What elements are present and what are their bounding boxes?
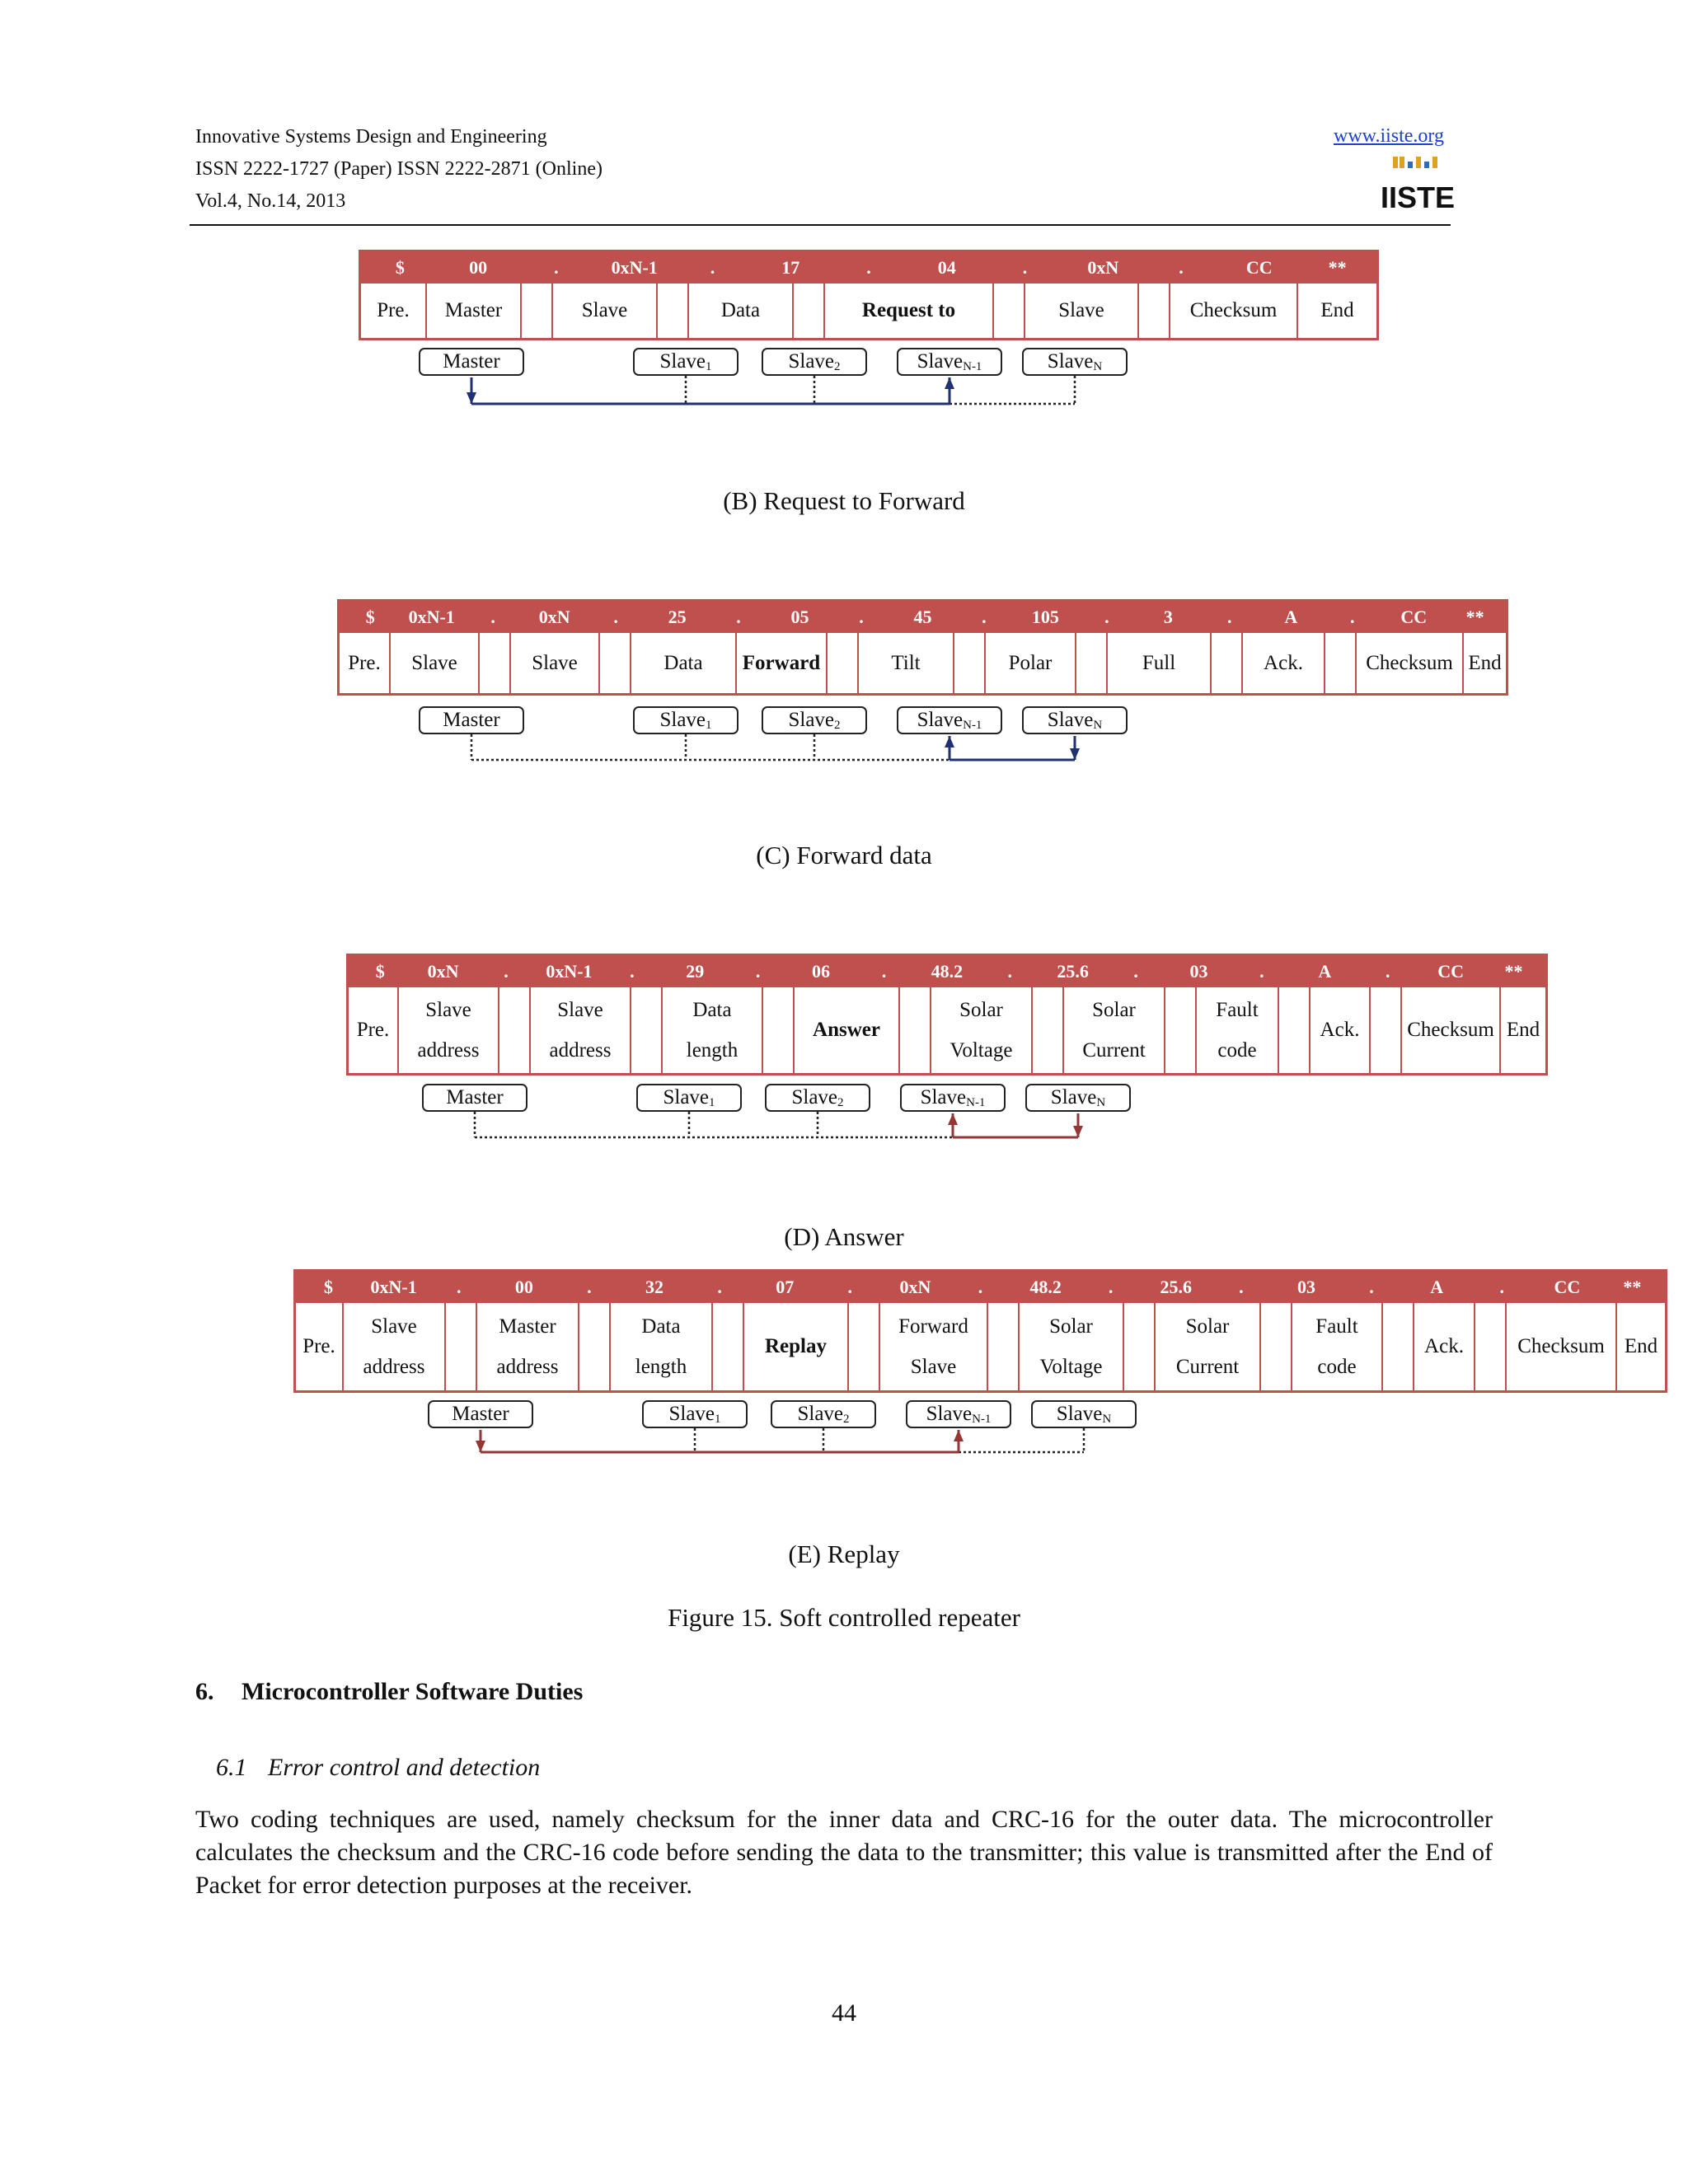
node-label: Master [443, 350, 500, 373]
node-subscript: 1 [709, 1096, 715, 1109]
packet-field-label: Tilt [891, 651, 921, 674]
packet-header-value: 0xN-1 [611, 257, 658, 278]
packet-field-label: Voltage [1039, 1356, 1103, 1378]
packet-header-value: . [554, 257, 559, 278]
node-subscript: N-1 [972, 1413, 992, 1426]
packet-header-value: . [587, 1277, 592, 1297]
packet-field-label: Pre. [356, 1019, 390, 1042]
node-subscript: 2 [834, 360, 841, 373]
packet-field-label: Checksum [1407, 1019, 1494, 1042]
packet-field-label: Master [499, 1315, 556, 1338]
packet-header-value: 25.6 [1057, 961, 1089, 982]
issn-line: ISSN 2222-1727 (Paper) ISSN 2222-2871 (Online) [195, 158, 603, 180]
packet-header-value: 06 [812, 961, 831, 982]
packet-header-value: . [881, 961, 887, 982]
packet-header-value: . [866, 257, 871, 278]
node-label: Slave [788, 709, 835, 731]
packet-header-value: . [1022, 257, 1028, 278]
packet-header-value: A [1284, 607, 1298, 627]
packet-header-value: . [1385, 961, 1390, 982]
packet-header-value: . [1369, 1277, 1374, 1297]
node-subscript: N-1 [963, 360, 982, 373]
packet-field-label: Pre. [348, 651, 381, 674]
packet-header-value: . [978, 1277, 983, 1297]
figure-caption: Figure 15. Soft controlled repeater [668, 1603, 1020, 1632]
packet-field-label: address [549, 1039, 612, 1062]
packet-header-value: 0xN [538, 607, 570, 627]
packet-field-label: code [1217, 1039, 1257, 1062]
node-subscript: N [1093, 360, 1103, 373]
packet-header-value: . [982, 607, 987, 627]
node-label: Slave [668, 1403, 715, 1425]
packet-field-label: Polar [1008, 651, 1053, 674]
volume-line: Vol.4, No.14, 2013 [195, 190, 346, 212]
node-label: Master [452, 1403, 509, 1425]
journal-url-link[interactable]: www.iiste.org [1334, 125, 1444, 147]
packet-header-value: 25.6 [1160, 1277, 1193, 1297]
journal-name: Innovative Systems Design and Engineering [195, 126, 547, 148]
packet-header-value: CC [1245, 257, 1273, 278]
packet-header-value: 00 [469, 257, 488, 278]
packet-field-label: length [686, 1039, 738, 1062]
packet-header-value: 3 [1163, 607, 1173, 627]
packet-field-label: Data [641, 1315, 681, 1338]
node-subscript: 1 [706, 719, 712, 732]
node-label: Slave [659, 709, 706, 731]
packet-field-label: Data [720, 299, 761, 322]
packet-header-value: 07 [776, 1277, 795, 1297]
section-heading [195, 1678, 583, 1706]
packet-header-value: . [1259, 961, 1264, 982]
packet-field-label: Slave [581, 299, 628, 322]
packet-header-value: $ [365, 607, 375, 627]
packet-header-value: . [630, 961, 635, 982]
subfigure-caption: (B) Request to Forward [723, 486, 965, 515]
packet-header-value: $ [324, 1277, 334, 1297]
packet-header-value: A [1430, 1277, 1444, 1297]
packet-header-value: . [1227, 607, 1232, 627]
packet-field-label: Ack. [1264, 651, 1303, 674]
packet-header-value: . [490, 607, 495, 627]
packet-field-label: Request to [861, 299, 956, 322]
packet-header-value: . [504, 961, 509, 982]
packet-header-value: ** [1504, 961, 1523, 982]
packet-field-label: Data [663, 651, 703, 674]
packet-field-label: Ack. [1320, 1019, 1360, 1042]
body-paragraph: Two coding techniques are used, namely checksum for the inner data and CRC-16 for the outer data. The microcontroller calculates the checksum and the CRC-16 code before sending the data to the transmitter; this value is transmitted after the End of Packet for error detection purposes at the receiver. [195, 1806, 1493, 1899]
packet-header-value: 25 [668, 607, 687, 627]
packet-header-value: . [847, 1277, 853, 1297]
node-label: Slave [1047, 709, 1094, 731]
subsection-number: 6.1 [216, 1754, 247, 1781]
packet-field-label: Fault [1315, 1315, 1358, 1338]
packet-header-value: . [859, 607, 864, 627]
node-subscript: N [1093, 719, 1103, 732]
packet-field-label: Slave [411, 651, 457, 674]
node-label: Slave [926, 1403, 973, 1425]
node-subscript: 2 [834, 719, 841, 732]
packet-header-value: CC [1554, 1277, 1581, 1297]
page-number: 44 [832, 1999, 856, 2027]
packet-header-value: ** [1465, 607, 1484, 627]
packet-field-label: End [1624, 1335, 1658, 1358]
node-label: Master [446, 1086, 504, 1108]
packet-field-label: Master [444, 299, 503, 322]
packet-header-value: A [1318, 961, 1332, 982]
node-subscript: N-1 [966, 1096, 986, 1109]
subfigure-caption: (E) Replay [788, 1540, 900, 1568]
packet-field-label: Fault [1216, 998, 1259, 1021]
packet-field-label: End [1468, 651, 1502, 674]
packet-field-label: Checksum [1517, 1335, 1605, 1358]
packet-header-value: . [717, 1277, 722, 1297]
packet-field-label: Ack. [1424, 1335, 1464, 1358]
packet-field-label: Replay [765, 1335, 827, 1358]
arrowhead [954, 1430, 964, 1441]
node-label: Slave [920, 1086, 967, 1108]
packet-header-value: 03 [1189, 961, 1208, 982]
subfigure-caption: (C) Forward data [756, 841, 932, 869]
packet-field-label: Pre. [302, 1335, 335, 1358]
packet-field-label: length [635, 1356, 687, 1378]
packet-field-label: Slave [1058, 299, 1104, 322]
node-label: Slave [917, 709, 964, 731]
packet-header-value: 48.2 [1029, 1277, 1062, 1297]
packet-header-value: . [1133, 961, 1138, 982]
packet-header-value: . [755, 961, 761, 982]
packet-header-value: $ [395, 257, 405, 278]
packet-header-value: . [1349, 607, 1355, 627]
packet-header-value: ** [1328, 257, 1347, 278]
packet-field-label: End [1320, 299, 1354, 322]
packet-header-value: CC [1400, 607, 1428, 627]
packet-header-value: 0xN-1 [546, 961, 593, 982]
packet-header-value: 17 [781, 257, 800, 278]
packet-field-label: Slave [910, 1356, 957, 1378]
packet-header-value: . [1108, 1277, 1114, 1297]
packet-header-value: 0xN [427, 961, 459, 982]
packet-field-label: Checksum [1189, 299, 1278, 322]
packet-header-value: 48.2 [931, 961, 964, 982]
packet-header-value: 03 [1296, 1277, 1315, 1297]
packet-field-label: Full [1142, 651, 1176, 674]
subsection-heading [216, 1754, 540, 1782]
packet-field-label: Current [1082, 1039, 1146, 1062]
packet-field-label: Solar [959, 998, 1003, 1021]
node-subscript: N [1102, 1413, 1112, 1426]
packet-field-label: Slave [371, 1315, 417, 1338]
packet-field-label: Solar [1185, 1315, 1230, 1338]
node-subscript: 2 [843, 1413, 850, 1426]
packet-field-label: Voltage [950, 1039, 1013, 1062]
node-label: Slave [1056, 1403, 1103, 1425]
packet-header-value: 05 [790, 607, 809, 627]
packet-field-label: Solar [1049, 1315, 1093, 1338]
packet-field-label: code [1317, 1356, 1357, 1378]
node-label: Slave [1050, 1086, 1097, 1108]
packet-header-value: . [1007, 961, 1013, 982]
packet-field-label: Forward [742, 651, 821, 674]
packet-field-label: End [1506, 1019, 1540, 1042]
packet-field-label: Current [1175, 1356, 1240, 1378]
packet-field-label: address [496, 1356, 559, 1378]
packet-header-value: . [1104, 607, 1109, 627]
packet-header-value: . [736, 607, 741, 627]
arrowhead [476, 1441, 485, 1452]
packet-field-label: Solar [1092, 998, 1136, 1021]
node-subscript: N-1 [963, 719, 982, 732]
packet-header-value: 0xN-1 [370, 1277, 417, 1297]
packet-header-value: 0xN [899, 1277, 931, 1297]
packet-header-value: . [613, 607, 618, 627]
node-subscript: 1 [715, 1413, 721, 1426]
section-number: 6. [195, 1678, 214, 1705]
node-subscript: 2 [837, 1096, 844, 1109]
subfigure-caption: (D) Answer [784, 1222, 904, 1251]
packet-field-label: Checksum [1366, 651, 1453, 674]
packet-field-label: address [417, 1039, 480, 1062]
packet-header-value: CC [1437, 961, 1464, 982]
packet-header-value: . [1499, 1277, 1504, 1297]
packet-field-label: address [363, 1356, 425, 1378]
packet-header-value: . [710, 257, 715, 278]
packet-field-label: Slave [532, 651, 578, 674]
svg-text:IISTE: IISTE [1380, 180, 1456, 214]
section-title: Microcontroller Software Duties [241, 1678, 584, 1705]
node-label: Slave [917, 350, 964, 373]
packet-header-value: 105 [1031, 607, 1059, 627]
packet-header-value: 04 [937, 257, 956, 278]
packet-field-label: Slave [425, 998, 471, 1021]
packet-header-value: 29 [686, 961, 705, 982]
packet-field-label: Pre. [377, 299, 410, 322]
node-label: Slave [659, 350, 706, 373]
node-label: Slave [663, 1086, 710, 1108]
node-label: Slave [788, 350, 835, 373]
node-label: Slave [791, 1086, 838, 1108]
packet-header-value: . [1179, 257, 1184, 278]
packet-field-label: Data [692, 998, 732, 1021]
packet-header-value: 0xN [1087, 257, 1119, 278]
packet-header-value: . [456, 1277, 462, 1297]
packet-header-value: 00 [514, 1277, 533, 1297]
packet-header-value: 0xN-1 [408, 607, 455, 627]
node-subscript: N [1096, 1096, 1106, 1109]
packet-header-value: $ [375, 961, 385, 982]
node-label: Slave [1047, 350, 1094, 373]
packet-field-label: Slave [557, 998, 603, 1021]
packet-header-value: 32 [645, 1277, 664, 1297]
packet-header-value: 45 [913, 607, 932, 627]
packet-header-value: ** [1623, 1277, 1642, 1297]
packet-header-value: . [1239, 1277, 1244, 1297]
packet-field-label: Answer [813, 1019, 880, 1042]
node-label: Slave [797, 1403, 844, 1425]
packet-field-label: Forward [898, 1315, 968, 1338]
subsection-title: Error control and detection [268, 1754, 541, 1781]
node-label: Master [443, 709, 500, 731]
node-subscript: 1 [706, 360, 712, 373]
